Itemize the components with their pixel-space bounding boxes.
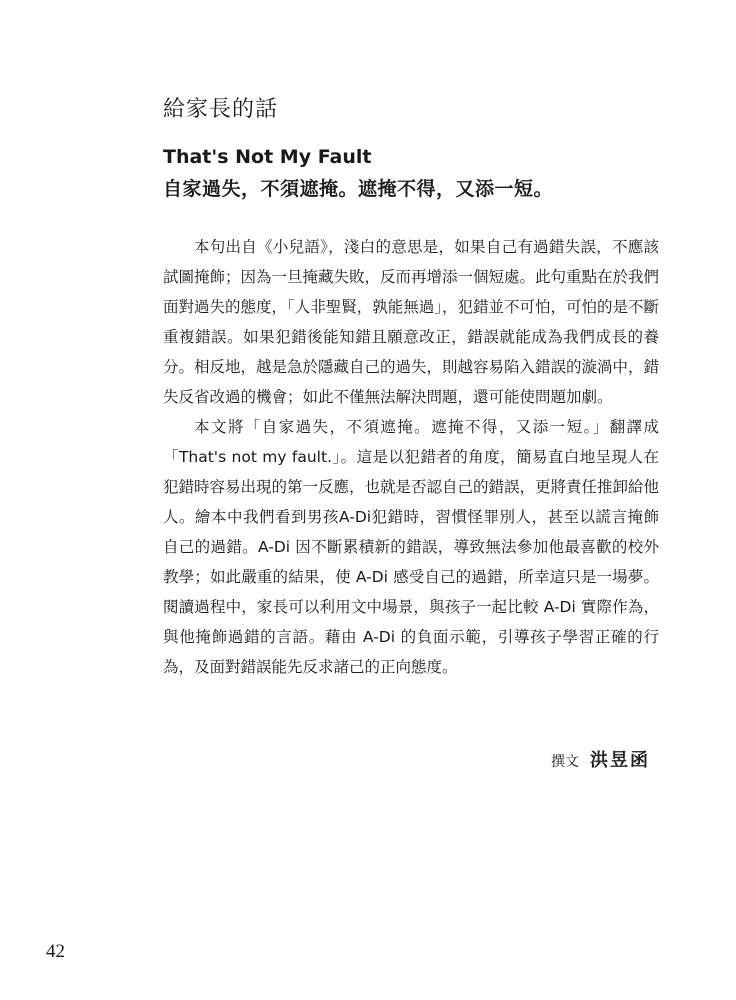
paragraph-1: 本句出自《小兒語》，淺白的意思是，如果自己有過錯失誤，不應該試圖掩飾；因為一旦掩藏失敗，反而再增添一個短處。此句重點在於我們面對過失的態度，「人非聖賢，孰能無過」，犯錯並不可怕，可怕的是不斷重複錯誤。如果犯錯後能知錯且願意改正，錯誤就能成為我們成長的養分。相反地，越是急於隱藏自己的過失，則越容易陷入錯誤的漩渦中，錯失反省改過的機會；如此不僅無法解決問題，還可能使問題加劇。 — [163, 238, 660, 406]
article-body — [163, 232, 659, 682]
page-number: 42 — [46, 941, 65, 962]
subtitle-chinese: 自家過失，不須遮掩。遮掩不得，又添一短。 — [163, 178, 554, 200]
author-credit — [551, 746, 650, 772]
author-name: 洪昱函 — [590, 750, 650, 771]
author-prefix: 撰文 — [550, 754, 579, 770]
paragraph-2: 本文將「自家過失，不須遮掩。遮掩不得，又添一短。」翻譯成「That's not my fault.」。這是以犯錯者的角度，簡易直白地呈現人在犯錯時容易出現的第一反應，也就是否認自己的錯誤，更將責任推卸給他人。繪本中我們看到男孩A-Di犯錯時，習慣怪罪別人，甚至以謊言掩飾自己的過錯。A-Di 因不斷累積新的錯誤，導致無法參加他最喜歡的校外教學；如此嚴重的結果，使 A-Di 感受自己的過錯，所幸這只是一場夢。閱讀過程中，家長可以利用文中場景，與孩子一起比較 A-Di 實際作為，與他掩飾過錯的言語。藉由 A-Di 的負面示範，引導孩子學習正確的行為，及面對錯誤能先反求諸己的正向態度。 — [163, 418, 660, 676]
subtitle-english: That's Not My Fault — [163, 146, 372, 168]
page-title: 給家長的話 — [163, 97, 279, 122]
